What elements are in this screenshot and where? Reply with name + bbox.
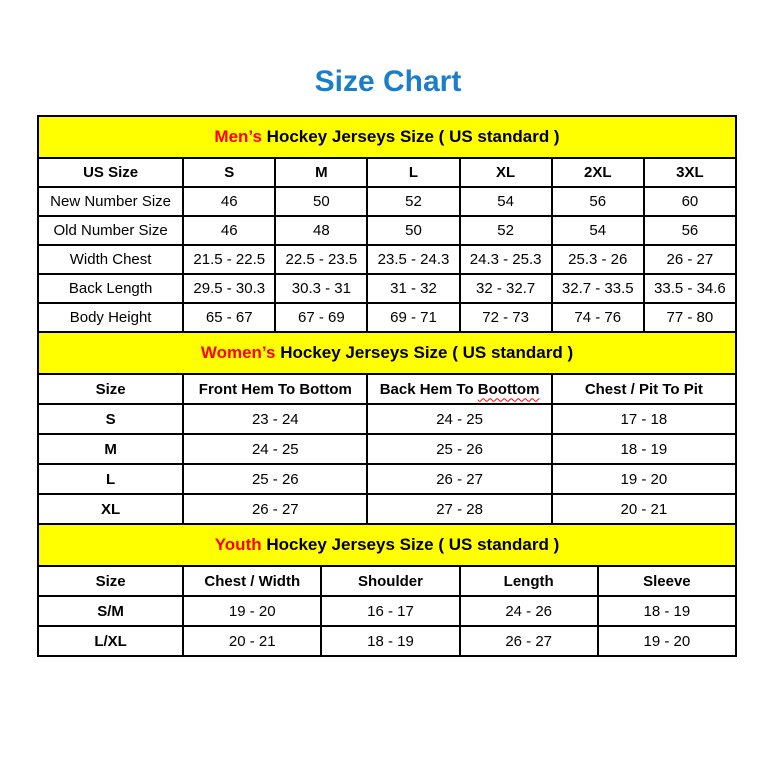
row-label: S [38,404,183,434]
header-cell-mens-5: 2XL [552,158,644,187]
data-cell: 25 - 26 [183,464,367,494]
table-row [38,596,736,626]
data-cell: 19 - 20 [552,464,736,494]
data-cell: 22.5 - 23.5 [275,245,367,274]
data-cell: 18 - 19 [598,596,736,626]
data-cell: 29.5 - 30.3 [183,274,275,303]
row-label: Back Length [38,274,183,303]
data-cell: 46 [183,216,275,245]
header-cell-mens-1: S [183,158,275,187]
data-cell: 48 [275,216,367,245]
data-cell: 33.5 - 34.6 [644,274,736,303]
banner-accent-text: Women’s [200,343,276,362]
banner-accent-text: Youth [214,535,262,554]
data-cell: 46 [183,187,275,216]
row-label: S/M [38,596,183,626]
data-cell: 21.5 - 22.5 [183,245,275,274]
header-cell-youth-0: Size [38,566,183,596]
data-cell: 26 - 27 [183,494,367,524]
header-cell-youth-2: Shoulder [321,566,459,596]
data-cell: 18 - 19 [552,434,736,464]
data-cell: 72 - 73 [460,303,552,332]
data-cell: 32 - 32.7 [460,274,552,303]
table-row [38,464,736,494]
row-label: Old Number Size [38,216,183,245]
data-cell: 54 [552,216,644,245]
data-cell: 19 - 20 [183,596,321,626]
header-cell-mens-6: 3XL [644,158,736,187]
data-cell: 54 [460,187,552,216]
header-cell-mens-0: US Size [38,158,183,187]
womens-size-table [37,331,737,525]
data-cell: 30.3 - 31 [275,274,367,303]
header-cell-mens-4: XL [460,158,552,187]
table-row [38,216,736,245]
data-cell: 17 - 18 [552,404,736,434]
data-cell: 67 - 69 [275,303,367,332]
banner-rest-text: Hockey Jerseys Size ( US standard ) [261,127,560,146]
table-row [38,626,736,656]
banner-rest-text: Hockey Jerseys Size ( US standard ) [275,343,574,362]
data-cell: 74 - 76 [552,303,644,332]
page-title: Size Chart [314,65,462,98]
header-cell-youth-4: Sleeve [598,566,736,596]
data-cell: 20 - 21 [552,494,736,524]
table-row [38,303,736,332]
misspelled-word: Boottom [477,380,540,398]
header-cell-youth-3: Length [460,566,598,596]
header-cell-mens-3: L [367,158,459,187]
data-cell: 25 - 26 [367,434,551,464]
data-cell: 56 [552,187,644,216]
data-cell: 26 - 27 [460,626,598,656]
row-label: M [38,434,183,464]
data-cell: 52 [460,216,552,245]
row-label: Body Height [38,303,183,332]
data-cell: 27 - 28 [367,494,551,524]
data-cell: 77 - 80 [644,303,736,332]
data-cell: 18 - 19 [321,626,459,656]
data-cell: 24 - 26 [460,596,598,626]
size-chart-tables [37,115,737,657]
header-cell-womens-1: Front Hem To Bottom [183,374,367,404]
table-row [38,494,736,524]
row-label: XL [38,494,183,524]
row-label: New Number Size [38,187,183,216]
data-cell: 16 - 17 [321,596,459,626]
header-cell-womens-0: Size [38,374,183,404]
table-row [38,434,736,464]
table-row [38,245,736,274]
data-cell: 31 - 32 [367,274,459,303]
header-text: Back Hem To [379,380,478,398]
row-label: L [38,464,183,494]
header-cell-mens-2: M [275,158,367,187]
header-cell-womens-3: Chest / Pit To Pit [552,374,736,404]
data-cell: 24 - 25 [183,434,367,464]
data-cell: 24.3 - 25.3 [460,245,552,274]
data-cell: 19 - 20 [598,626,736,656]
data-cell: 26 - 27 [644,245,736,274]
data-cell: 56 [644,216,736,245]
mens-size-table [37,115,737,333]
row-label: L/XL [38,626,183,656]
banner-rest-text: Hockey Jerseys Size ( US standard ) [261,535,560,554]
table-row [38,187,736,216]
data-cell: 23.5 - 24.3 [367,245,459,274]
data-cell: 26 - 27 [367,464,551,494]
data-cell: 50 [367,216,459,245]
youth-size-table [37,523,737,657]
data-cell: 65 - 67 [183,303,275,332]
header-cell-youth-1: Chest / Width [183,566,321,596]
data-cell: 60 [644,187,736,216]
section-banner-youth [38,524,736,566]
row-label: Width Chest [38,245,183,274]
section-banner-womens [38,332,736,374]
data-cell: 24 - 25 [367,404,551,434]
data-cell: 20 - 21 [183,626,321,656]
data-cell: 23 - 24 [183,404,367,434]
section-banner-mens [38,116,736,158]
data-cell: 52 [367,187,459,216]
data-cell: 50 [275,187,367,216]
data-cell: 69 - 71 [367,303,459,332]
header-cell-womens-2 [367,374,551,404]
banner-accent-text: Men’s [214,127,262,146]
data-cell: 25.3 - 26 [552,245,644,274]
data-cell: 32.7 - 33.5 [552,274,644,303]
table-row [38,404,736,434]
table-row [38,274,736,303]
